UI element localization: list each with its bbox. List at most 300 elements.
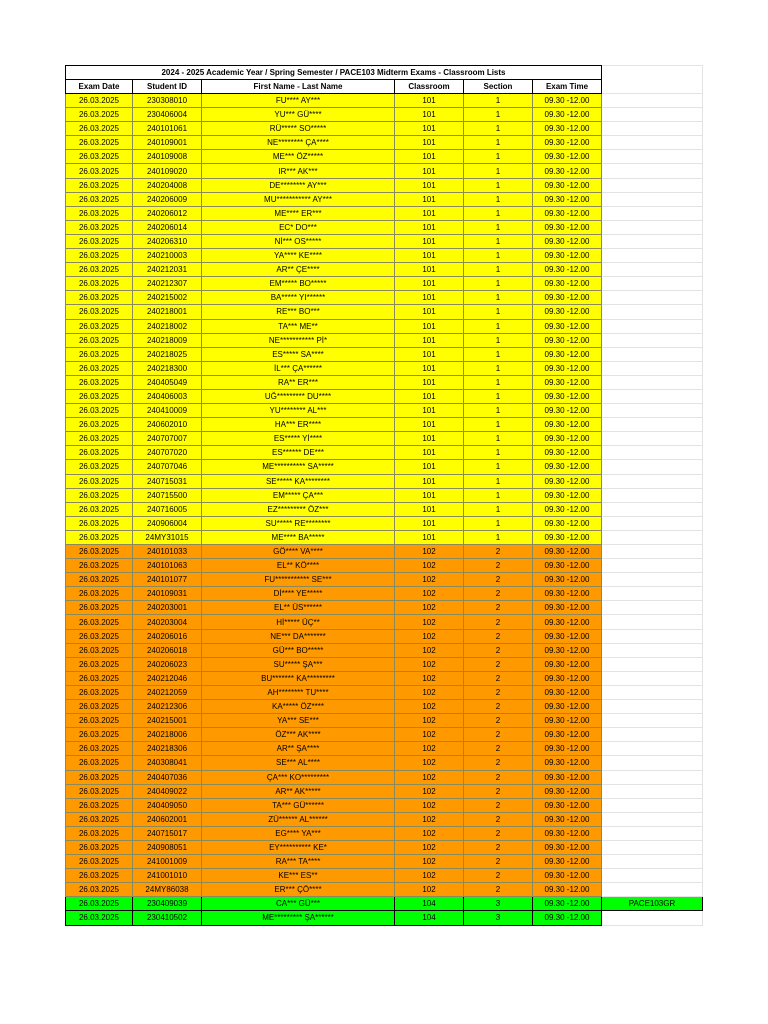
table-row [66, 347, 703, 361]
exam-date-cell: 26.03.2025 [66, 361, 133, 375]
exam-time-cell: 09.30 -12.00 [533, 869, 602, 883]
section-cell: 1 [464, 234, 533, 248]
section-cell: 1 [464, 192, 533, 206]
table-row [66, 812, 703, 826]
exam-date-cell: 26.03.2025 [66, 671, 133, 685]
exam-date-cell: 26.03.2025 [66, 573, 133, 587]
section-cell: 1 [464, 178, 533, 192]
empty-cell [602, 94, 703, 108]
student-name-cell: İL*** ÇA****** [202, 361, 395, 375]
student-id-cell: 240908051 [133, 840, 202, 854]
student-name-cell: EM***** BO***** [202, 277, 395, 291]
exam-time-cell: 09.30 -12.00 [533, 502, 602, 516]
empty-cell [602, 502, 703, 516]
table-row [66, 559, 703, 573]
student-id-cell: 241001010 [133, 869, 202, 883]
exam-date-cell: 26.03.2025 [66, 305, 133, 319]
student-id-cell: 240410009 [133, 404, 202, 418]
classroom-cell: 101 [395, 136, 464, 150]
student-id-cell: 240210003 [133, 249, 202, 263]
classroom-cell: 101 [395, 263, 464, 277]
classroom-cell: 101 [395, 530, 464, 544]
student-name-cell: EC* DO*** [202, 220, 395, 234]
exam-date-cell: 26.03.2025 [66, 277, 133, 291]
table-row [66, 883, 703, 897]
exam-time-cell: 09.30 -12.00 [533, 389, 602, 403]
student-id-cell: 240212059 [133, 685, 202, 699]
table-row [66, 601, 703, 615]
classroom-cell: 102 [395, 615, 464, 629]
table-row [66, 305, 703, 319]
student-id-cell: 240407036 [133, 770, 202, 784]
section-cell: 1 [464, 474, 533, 488]
student-name-cell: YU*** GÜ**** [202, 108, 395, 122]
student-id-cell: 241001009 [133, 855, 202, 869]
empty-cell [602, 798, 703, 812]
classroom-cell: 102 [395, 756, 464, 770]
section-cell: 2 [464, 784, 533, 798]
student-name-cell: CA*** GÜ*** [202, 897, 395, 911]
student-name-cell: EM***** ÇA*** [202, 488, 395, 502]
table-row [66, 784, 703, 798]
section-cell: 1 [464, 516, 533, 530]
table-row [66, 192, 703, 206]
student-id-cell: 230406004 [133, 108, 202, 122]
section-cell: 1 [464, 446, 533, 460]
student-name-cell: ER*** ÇÖ**** [202, 883, 395, 897]
exam-date-cell: 26.03.2025 [66, 347, 133, 361]
student-id-cell: 240212031 [133, 263, 202, 277]
section-cell: 1 [464, 206, 533, 220]
classroom-cell: 102 [395, 883, 464, 897]
section-cell: 1 [464, 418, 533, 432]
classroom-cell: 101 [395, 234, 464, 248]
exam-time-cell: 09.30 -12.00 [533, 319, 602, 333]
empty-cell [602, 277, 703, 291]
student-id-cell: 240406003 [133, 389, 202, 403]
exam-time-cell: 09.30 -12.00 [533, 446, 602, 460]
section-cell: 2 [464, 629, 533, 643]
exam-time-cell: 09.30 -12.00 [533, 460, 602, 474]
empty-cell [602, 150, 703, 164]
exam-date-cell: 26.03.2025 [66, 460, 133, 474]
classroom-cell: 101 [395, 220, 464, 234]
classroom-cell: 102 [395, 728, 464, 742]
student-name-cell: SE***** KA******** [202, 474, 395, 488]
exam-time-cell: 09.30 -12.00 [533, 657, 602, 671]
exam-time-cell: 09.30 -12.00 [533, 136, 602, 150]
header-row [66, 80, 703, 94]
exam-date-cell: 26.03.2025 [66, 432, 133, 446]
empty-cell [602, 234, 703, 248]
section-cell: 1 [464, 530, 533, 544]
section-cell: 2 [464, 728, 533, 742]
exam-date-cell: 26.03.2025 [66, 840, 133, 854]
empty-cell [602, 488, 703, 502]
col-header-student-id: Student ID [133, 80, 202, 94]
section-cell: 1 [464, 291, 533, 305]
table-row [66, 643, 703, 657]
classroom-cell: 101 [395, 488, 464, 502]
section-cell: 1 [464, 460, 533, 474]
empty-cell [602, 136, 703, 150]
classroom-cell: 104 [395, 911, 464, 925]
table-row [66, 685, 703, 699]
empty-cell [602, 206, 703, 220]
table-row [66, 277, 703, 291]
classroom-list-table [65, 65, 703, 926]
exam-time-cell: 09.30 -12.00 [533, 94, 602, 108]
empty-cell [602, 587, 703, 601]
exam-date-cell: 26.03.2025 [66, 234, 133, 248]
student-id-cell: 240206012 [133, 206, 202, 220]
student-name-cell: ÇA*** KO********* [202, 770, 395, 784]
exam-date-cell: 26.03.2025 [66, 629, 133, 643]
classroom-cell: 101 [395, 474, 464, 488]
exam-time-cell: 09.30 -12.00 [533, 798, 602, 812]
student-name-cell: GÖ**** VA**** [202, 545, 395, 559]
table-row [66, 178, 703, 192]
exam-time-cell: 09.30 -12.00 [533, 474, 602, 488]
table-row [66, 136, 703, 150]
student-name-cell: DE******** AY*** [202, 178, 395, 192]
student-name-cell: EL** KÖ**** [202, 559, 395, 573]
classroom-cell: 101 [395, 418, 464, 432]
classroom-cell: 101 [395, 291, 464, 305]
empty-cell [602, 855, 703, 869]
classroom-cell: 101 [395, 178, 464, 192]
table-body [66, 94, 703, 926]
exam-time-cell: 09.30 -12.00 [533, 192, 602, 206]
section-cell: 1 [464, 150, 533, 164]
student-id-cell: 230308010 [133, 94, 202, 108]
exam-time-cell: 09.30 -12.00 [533, 375, 602, 389]
exam-time-cell: 09.30 -12.00 [533, 601, 602, 615]
section-cell: 1 [464, 136, 533, 150]
student-id-cell: 240409050 [133, 798, 202, 812]
empty-cell [602, 418, 703, 432]
classroom-cell: 101 [395, 192, 464, 206]
exam-time-cell: 09.30 -12.00 [533, 220, 602, 234]
empty-cell [602, 742, 703, 756]
student-name-cell: ME********* ŞA****** [202, 911, 395, 925]
section-cell: 1 [464, 94, 533, 108]
table-row [66, 375, 703, 389]
exam-time-cell: 09.30 -12.00 [533, 784, 602, 798]
table-row [66, 94, 703, 108]
student-id-cell: 230409039 [133, 897, 202, 911]
student-name-cell: YA**** KE**** [202, 249, 395, 263]
classroom-cell: 101 [395, 404, 464, 418]
exam-time-cell: 09.30 -12.00 [533, 573, 602, 587]
exam-date-cell: 26.03.2025 [66, 319, 133, 333]
exam-date-cell: 26.03.2025 [66, 601, 133, 615]
col-header-section: Section [464, 80, 533, 94]
student-name-cell: RA*** TA**** [202, 855, 395, 869]
exam-date-cell: 26.03.2025 [66, 812, 133, 826]
empty-cell [602, 108, 703, 122]
exam-time-cell: 09.30 -12.00 [533, 333, 602, 347]
classroom-cell: 102 [395, 714, 464, 728]
classroom-cell: 101 [395, 122, 464, 136]
exam-date-cell: 26.03.2025 [66, 122, 133, 136]
empty-cell [602, 474, 703, 488]
exam-time-cell: 09.30 -12.00 [533, 108, 602, 122]
student-name-cell: AR** AK***** [202, 784, 395, 798]
table-row [66, 714, 703, 728]
student-id-cell: 240212307 [133, 277, 202, 291]
empty-cell [602, 333, 703, 347]
exam-time-cell: 09.30 -12.00 [533, 432, 602, 446]
classroom-cell: 101 [395, 446, 464, 460]
classroom-cell: 102 [395, 784, 464, 798]
empty-cell [602, 869, 703, 883]
empty-cell [602, 361, 703, 375]
section-cell: 2 [464, 643, 533, 657]
exam-date-cell: 26.03.2025 [66, 770, 133, 784]
student-id-cell: 240409022 [133, 784, 202, 798]
classroom-cell: 102 [395, 798, 464, 812]
student-id-cell: 240308041 [133, 756, 202, 770]
classroom-cell: 101 [395, 361, 464, 375]
student-id-cell: 240101063 [133, 559, 202, 573]
exam-time-cell: 09.30 -12.00 [533, 728, 602, 742]
exam-time-cell: 09.30 -12.00 [533, 516, 602, 530]
table-row [66, 897, 703, 911]
empty-cell [602, 601, 703, 615]
section-cell: 1 [464, 389, 533, 403]
student-id-cell: 240218025 [133, 347, 202, 361]
section-cell: 1 [464, 108, 533, 122]
empty-cell [602, 826, 703, 840]
student-name-cell: YA*** SE*** [202, 714, 395, 728]
exam-date-cell: 26.03.2025 [66, 474, 133, 488]
classroom-cell: 102 [395, 643, 464, 657]
exam-date-cell: 26.03.2025 [66, 502, 133, 516]
student-name-cell: TA*** GÜ****** [202, 798, 395, 812]
exam-time-cell: 09.30 -12.00 [533, 840, 602, 854]
classroom-cell: 102 [395, 601, 464, 615]
table-row [66, 756, 703, 770]
student-id-cell: 240203001 [133, 601, 202, 615]
exam-date-cell: 26.03.2025 [66, 488, 133, 502]
exam-time-cell: 09.30 -12.00 [533, 488, 602, 502]
col-header-name: First Name - Last Name [202, 80, 395, 94]
exam-date-cell: 26.03.2025 [66, 446, 133, 460]
section-cell: 2 [464, 826, 533, 840]
empty-cell [602, 389, 703, 403]
student-id-cell: 240101061 [133, 122, 202, 136]
empty-cell [602, 770, 703, 784]
exam-date-cell: 26.03.2025 [66, 657, 133, 671]
table-row [66, 671, 703, 685]
student-name-cell: FU**** AY*** [202, 94, 395, 108]
table-row [66, 432, 703, 446]
empty-cell [602, 164, 703, 178]
student-name-cell: Dİ**** YE***** [202, 587, 395, 601]
sheet-title: 2024 - 2025 Academic Year / Spring Semester / PACE103 Midterm Exams - Classroom Lists [66, 66, 602, 80]
exam-date-cell: 26.03.2025 [66, 291, 133, 305]
table-row [66, 700, 703, 714]
classroom-cell: 102 [395, 700, 464, 714]
student-id-cell: 240405049 [133, 375, 202, 389]
section-cell: 2 [464, 545, 533, 559]
student-id-cell: 240707007 [133, 432, 202, 446]
exam-time-cell: 09.30 -12.00 [533, 826, 602, 840]
student-id-cell: 240109001 [133, 136, 202, 150]
empty-cell [602, 263, 703, 277]
exam-date-cell: 26.03.2025 [66, 742, 133, 756]
student-name-cell: EG**** YA*** [202, 826, 395, 840]
section-cell: 2 [464, 798, 533, 812]
exam-date-cell: 26.03.2025 [66, 94, 133, 108]
student-id-cell: 240206016 [133, 629, 202, 643]
student-name-cell: AR** ŞA**** [202, 742, 395, 756]
student-name-cell: ES****** DE*** [202, 446, 395, 460]
empty-cell [602, 883, 703, 897]
student-id-cell: 240212306 [133, 700, 202, 714]
exam-time-cell: 09.30 -12.00 [533, 234, 602, 248]
empty-cell [602, 629, 703, 643]
section-cell: 1 [464, 502, 533, 516]
exam-time-cell: 09.30 -12.00 [533, 249, 602, 263]
table-row [66, 545, 703, 559]
table-row [66, 615, 703, 629]
exam-time-cell: 09.30 -12.00 [533, 347, 602, 361]
classroom-cell: 102 [395, 855, 464, 869]
student-id-cell: 230410502 [133, 911, 202, 925]
exam-time-cell: 09.30 -12.00 [533, 178, 602, 192]
student-name-cell: NE******** ÇA**** [202, 136, 395, 150]
student-name-cell: ME********** SA***** [202, 460, 395, 474]
exam-date-cell: 26.03.2025 [66, 108, 133, 122]
table-row [66, 629, 703, 643]
section-cell: 2 [464, 573, 533, 587]
student-name-cell: NE*********** Pİ* [202, 333, 395, 347]
exam-time-cell: 09.30 -12.00 [533, 263, 602, 277]
student-id-cell: 240203004 [133, 615, 202, 629]
table-row [66, 291, 703, 305]
exam-time-cell: 09.30 -12.00 [533, 643, 602, 657]
exam-date-cell: 26.03.2025 [66, 700, 133, 714]
student-name-cell: MU*********** AY*** [202, 192, 395, 206]
empty-cell [602, 178, 703, 192]
table-row [66, 263, 703, 277]
classroom-cell: 102 [395, 742, 464, 756]
exam-date-cell: 26.03.2025 [66, 559, 133, 573]
empty-cell [602, 728, 703, 742]
empty-cell [602, 615, 703, 629]
table-row [66, 502, 703, 516]
section-cell: 1 [464, 263, 533, 277]
section-cell: 1 [464, 404, 533, 418]
classroom-cell: 101 [395, 249, 464, 263]
exam-date-cell: 26.03.2025 [66, 178, 133, 192]
table-row [66, 361, 703, 375]
exam-date-cell: 26.03.2025 [66, 516, 133, 530]
exam-date-cell: 26.03.2025 [66, 545, 133, 559]
table-row [66, 869, 703, 883]
student-name-cell: AR** ÇE**** [202, 263, 395, 277]
student-id-cell: 240109008 [133, 150, 202, 164]
student-name-cell: AH******** TU**** [202, 685, 395, 699]
section-cell: 3 [464, 911, 533, 925]
section-cell: 2 [464, 671, 533, 685]
student-id-cell: 24MY31015 [133, 530, 202, 544]
section-cell: 2 [464, 587, 533, 601]
exam-date-cell: 26.03.2025 [66, 855, 133, 869]
classroom-cell: 102 [395, 685, 464, 699]
classroom-cell: 102 [395, 869, 464, 883]
classroom-cell: 101 [395, 347, 464, 361]
student-id-cell: 240215001 [133, 714, 202, 728]
classroom-cell: 101 [395, 305, 464, 319]
exam-time-cell: 09.30 -12.00 [533, 742, 602, 756]
classroom-cell: 101 [395, 502, 464, 516]
student-id-cell: 240109031 [133, 587, 202, 601]
student-name-cell: YU******** AL*** [202, 404, 395, 418]
exam-time-cell: 09.30 -12.00 [533, 530, 602, 544]
section-cell: 2 [464, 840, 533, 854]
student-id-cell: 240206023 [133, 657, 202, 671]
table-row [66, 770, 703, 784]
student-id-cell: 240716005 [133, 502, 202, 516]
table-row [66, 488, 703, 502]
empty-cell [602, 784, 703, 798]
empty-cell [602, 714, 703, 728]
student-id-cell: 240715017 [133, 826, 202, 840]
table-row [66, 573, 703, 587]
student-name-cell: FU*********** SE*** [202, 573, 395, 587]
table-row [66, 220, 703, 234]
col-header-exam-time: Exam Time [533, 80, 602, 94]
section-cell: 2 [464, 770, 533, 784]
student-id-cell: 240206009 [133, 192, 202, 206]
classroom-cell: 102 [395, 770, 464, 784]
classroom-cell: 102 [395, 587, 464, 601]
table-row [66, 319, 703, 333]
empty-cell [602, 840, 703, 854]
exam-date-cell: 26.03.2025 [66, 220, 133, 234]
student-name-cell: RÜ***** SO***** [202, 122, 395, 136]
student-id-cell: 240218300 [133, 361, 202, 375]
student-name-cell: IR*** AK*** [202, 164, 395, 178]
table-row [66, 474, 703, 488]
student-name-cell: RE*** BO*** [202, 305, 395, 319]
table-row [66, 742, 703, 756]
exam-time-cell: 09.30 -12.00 [533, 559, 602, 573]
exam-time-cell: 09.30 -12.00 [533, 671, 602, 685]
empty-cell [602, 305, 703, 319]
empty-cell [602, 812, 703, 826]
classroom-cell: 101 [395, 375, 464, 389]
table-row [66, 389, 703, 403]
exam-date-cell: 26.03.2025 [66, 587, 133, 601]
exam-time-cell: 09.30 -12.00 [533, 756, 602, 770]
exam-time-cell: 09.30 -12.00 [533, 361, 602, 375]
student-id-cell: 240218306 [133, 742, 202, 756]
section-cell: 2 [464, 601, 533, 615]
section-cell: 2 [464, 883, 533, 897]
exam-date-cell: 26.03.2025 [66, 389, 133, 403]
table-row [66, 150, 703, 164]
classroom-cell: 102 [395, 629, 464, 643]
classroom-cell: 104 [395, 897, 464, 911]
exam-date-cell: 26.03.2025 [66, 911, 133, 925]
classroom-cell: 102 [395, 671, 464, 685]
empty-cell [602, 657, 703, 671]
exam-time-cell: 09.30 -12.00 [533, 587, 602, 601]
